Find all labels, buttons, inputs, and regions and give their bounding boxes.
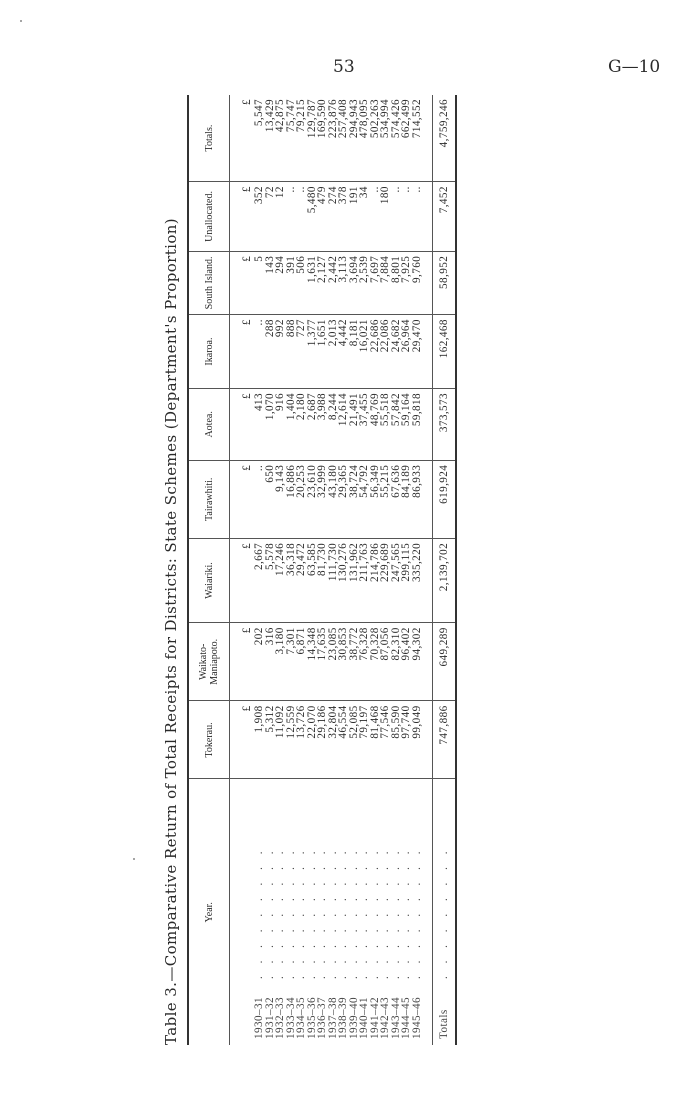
- value-cell: 5,312: [265, 701, 276, 779]
- value-cell: 81,730: [317, 538, 328, 622]
- value-cell: 2,127: [317, 251, 328, 314]
- value-cell: 506: [296, 251, 307, 314]
- table-row: [359, 95, 370, 1045]
- total-value-cell: 58,952: [433, 251, 457, 314]
- value-cell: 7,301: [286, 623, 297, 701]
- leader-dots: . . . . . . . . .: [326, 846, 339, 979]
- scan-speck: [20, 20, 22, 22]
- value-cell: 55,518: [380, 388, 391, 460]
- leader-dots: . . . . . . . . .: [263, 846, 276, 979]
- year-label: 1931–32: [263, 997, 276, 1039]
- value-cell: 36,318: [286, 538, 297, 622]
- column-header: Ikaroa.: [188, 315, 230, 389]
- value-cell: 650: [265, 460, 276, 538]
- totals-row: [433, 95, 457, 1045]
- value-cell: 294,943: [349, 95, 360, 182]
- scan-speck: [133, 858, 135, 860]
- year-label: 1938–39: [337, 997, 349, 1039]
- total-value-cell: 4,759,246: [433, 95, 457, 182]
- value-cell: 2,687: [307, 388, 318, 460]
- value-cell: 274: [328, 182, 339, 252]
- rotated-table: [155, 95, 457, 1045]
- value-cell: 316: [265, 623, 276, 701]
- value-cell: 214,786: [370, 538, 381, 622]
- column-header: Waikato-Maniapoto.: [188, 623, 230, 701]
- value-cell: ..: [286, 182, 297, 252]
- value-cell: 43,180: [328, 460, 339, 538]
- year-label: 1937–38: [326, 997, 339, 1039]
- value-cell: 16,886: [286, 460, 297, 538]
- currency-symbol: £: [230, 388, 255, 460]
- leader-dots: . . . . . . . . .: [358, 846, 370, 979]
- value-cell: 3,113: [338, 251, 349, 314]
- value-cell: 57,842: [391, 388, 402, 460]
- year-cell: [254, 779, 265, 1045]
- value-cell: 37,455: [359, 388, 370, 460]
- column-header: Totals.: [188, 95, 230, 182]
- year-label: 1943–44: [389, 997, 402, 1039]
- value-cell: 378: [338, 182, 349, 252]
- value-cell: 5,480: [307, 182, 318, 252]
- leader-dots: . . . . . . . . .: [253, 846, 265, 979]
- value-cell: 86,933: [412, 460, 423, 538]
- value-cell: 9,760: [412, 251, 423, 314]
- value-cell: 14,348: [307, 623, 318, 701]
- leader-dots: . . . . . . . . .: [295, 846, 307, 979]
- value-cell: 23,085: [328, 623, 339, 701]
- year-label: 1933–34: [284, 997, 297, 1039]
- value-cell: 94,302: [412, 623, 423, 701]
- currency-symbol: £: [230, 95, 255, 182]
- year-label: 1934–35: [295, 997, 307, 1039]
- value-cell: 714,552: [412, 95, 423, 182]
- currency-symbol: £: [230, 315, 255, 389]
- value-cell: 76,328: [359, 623, 370, 701]
- leader-dots: . . . . . . . . .: [379, 846, 391, 979]
- value-cell: 81,468: [370, 701, 381, 779]
- value-cell: 129,787: [307, 95, 318, 182]
- value-cell: 7,884: [380, 251, 391, 314]
- value-cell: 75,747: [286, 95, 297, 182]
- value-cell: 56,349: [370, 460, 381, 538]
- year-label: 1941–42: [368, 997, 381, 1039]
- value-cell: 38,724: [349, 460, 360, 538]
- total-value-cell: 162,468: [433, 315, 457, 389]
- value-cell: 24,682: [391, 315, 402, 389]
- value-cell: 5,578: [265, 538, 276, 622]
- value-cell: 574,426: [391, 95, 402, 182]
- value-cell: 84,189: [401, 460, 412, 538]
- year-label: 1935–36: [305, 997, 318, 1039]
- value-cell: 1,651: [317, 315, 328, 389]
- spacer-cell: [422, 623, 433, 701]
- value-cell: ..: [391, 182, 402, 252]
- column-header: Aotea.: [188, 388, 230, 460]
- table-row: [338, 95, 349, 1045]
- value-cell: 1,377: [307, 315, 318, 389]
- value-cell: ..: [296, 182, 307, 252]
- leader-dots: . . . . . . . . .: [284, 846, 297, 979]
- value-cell: 7,925: [401, 251, 412, 314]
- leader-dots: . . . . . . . . .: [305, 846, 318, 979]
- value-cell: 63,585: [307, 538, 318, 622]
- value-cell: 22,086: [380, 315, 391, 389]
- value-cell: 2,013: [328, 315, 339, 389]
- value-cell: 111,730: [328, 538, 339, 622]
- year-cell: [401, 779, 412, 1045]
- currency-symbol: £: [230, 251, 255, 314]
- year-cell: [317, 779, 328, 1045]
- value-cell: 3,180: [275, 623, 286, 701]
- table-body: [230, 95, 457, 1045]
- value-cell: 34: [359, 182, 370, 252]
- value-cell: 22,070: [307, 701, 318, 779]
- year-label: 1940–41: [358, 997, 370, 1039]
- total-value-cell: 649,289: [433, 623, 457, 701]
- table-row: [401, 95, 412, 1045]
- year-cell: [230, 779, 255, 1045]
- value-cell: 87,056: [380, 623, 391, 701]
- year-label: 1930–31: [253, 997, 265, 1039]
- spacer-row: [422, 95, 433, 1045]
- year-cell: [380, 779, 391, 1045]
- spacer-cell: [422, 315, 433, 389]
- currency-symbol: £: [230, 701, 255, 779]
- value-cell: 17,246: [275, 538, 286, 622]
- value-cell: 413: [254, 388, 265, 460]
- spacer-cell: [422, 460, 433, 538]
- value-cell: 9,143: [275, 460, 286, 538]
- value-cell: 143: [265, 251, 276, 314]
- value-cell: 30,853: [338, 623, 349, 701]
- value-cell: 38,772: [349, 623, 360, 701]
- value-cell: ..: [412, 182, 423, 252]
- value-cell: 534,994: [380, 95, 391, 182]
- value-cell: 335,220: [412, 538, 423, 622]
- leader-dots: . . . . . . . . .: [389, 846, 402, 979]
- value-cell: 478,095: [359, 95, 370, 182]
- value-cell: 2,442: [328, 251, 339, 314]
- value-cell: 12,614: [338, 388, 349, 460]
- value-cell: 20,253: [296, 460, 307, 538]
- value-cell: 288: [265, 315, 276, 389]
- value-cell: 202: [254, 623, 265, 701]
- currency-symbol: £: [230, 623, 255, 701]
- spacer-cell: [422, 182, 433, 252]
- leader-dots: . . . . . . . . .: [410, 846, 423, 979]
- value-cell: 5: [254, 251, 265, 314]
- value-cell: 22,686: [370, 315, 381, 389]
- value-cell: 2,180: [296, 388, 307, 460]
- column-header: Year.: [188, 779, 230, 1045]
- value-cell: 99,049: [412, 701, 423, 779]
- receipts-table: [187, 95, 457, 1045]
- value-cell: 48,769: [370, 388, 381, 460]
- value-cell: 77,546: [380, 701, 391, 779]
- value-cell: ..: [401, 182, 412, 252]
- year-cell: [412, 779, 423, 1045]
- value-cell: 888: [286, 315, 297, 389]
- value-cell: 79,197: [359, 701, 370, 779]
- value-cell: 727: [296, 315, 307, 389]
- value-cell: 8,244: [328, 388, 339, 460]
- total-value-cell: 2,139,702: [433, 538, 457, 622]
- value-cell: 59,164: [401, 388, 412, 460]
- year-label: 1939–40: [347, 997, 360, 1039]
- value-cell: 21,491: [349, 388, 360, 460]
- value-cell: 11,092: [275, 701, 286, 779]
- value-cell: 916: [275, 388, 286, 460]
- column-header: Waiariki.: [188, 538, 230, 622]
- spacer-cell: [422, 388, 433, 460]
- spacer-cell: [422, 251, 433, 314]
- value-cell: 23,610: [307, 460, 318, 538]
- value-cell: 294: [275, 251, 286, 314]
- spacer-cell: [422, 95, 433, 182]
- value-cell: 29,186: [317, 701, 328, 779]
- value-cell: 70,328: [370, 623, 381, 701]
- value-cell: 13,726: [296, 701, 307, 779]
- year-label: 1942–43: [379, 997, 391, 1039]
- year-label: 1945–46: [410, 997, 423, 1039]
- table-caption: Table 3.—Comparative Return of Total Receipts for Districts: State Schemes (Department's Proportion): [162, 217, 180, 1045]
- value-cell: 8,181: [349, 315, 360, 389]
- value-cell: 502,263: [370, 95, 381, 182]
- value-cell: 169,590: [317, 95, 328, 182]
- value-cell: 67,636: [391, 460, 402, 538]
- value-cell: 211,763: [359, 538, 370, 622]
- value-cell: ..: [370, 182, 381, 252]
- spacer-cell: [422, 701, 433, 779]
- leader-dots: . . . . . . . . .: [347, 846, 360, 979]
- total-value-cell: 7,452: [433, 182, 457, 252]
- value-cell: 352: [254, 182, 265, 252]
- page-number: 53: [333, 57, 355, 77]
- value-cell: ..: [254, 315, 265, 389]
- total-value-cell: 373,573: [433, 388, 457, 460]
- value-cell: 180: [380, 182, 391, 252]
- value-cell: 29,365: [338, 460, 349, 538]
- value-cell: 59,818: [412, 388, 423, 460]
- value-cell: 191: [349, 182, 360, 252]
- value-cell: 85,590: [391, 701, 402, 779]
- value-cell: 223,876: [328, 95, 339, 182]
- value-cell: 97,740: [401, 701, 412, 779]
- value-cell: 7,697: [370, 251, 381, 314]
- table-row: [254, 95, 265, 1045]
- table-row: [380, 95, 391, 1045]
- currency-unit-row: [230, 95, 255, 1045]
- value-cell: 6,871: [296, 623, 307, 701]
- column-header: Tairawhiti.: [188, 460, 230, 538]
- year-cell: [359, 779, 370, 1045]
- leader-dots: . . . . . . . . .: [400, 846, 412, 979]
- total-value-cell: 619,924: [433, 460, 457, 538]
- value-cell: 29,470: [412, 315, 423, 389]
- value-cell: 54,792: [359, 460, 370, 538]
- value-cell: 229,689: [380, 538, 391, 622]
- value-cell: 55,215: [380, 460, 391, 538]
- value-cell: 391: [286, 251, 297, 314]
- year-label: 1932–33: [274, 997, 286, 1039]
- table-header-row: [188, 95, 230, 1045]
- table-row: [296, 95, 307, 1045]
- value-cell: 17,635: [317, 623, 328, 701]
- currency-symbol: £: [230, 538, 255, 622]
- year-label: 1936–37: [316, 997, 328, 1039]
- value-cell: 1,631: [307, 251, 318, 314]
- value-cell: 4,442: [338, 315, 349, 389]
- table-row: [317, 95, 328, 1045]
- value-cell: 32,804: [328, 701, 339, 779]
- value-cell: 82,310: [391, 623, 402, 701]
- value-cell: 130,276: [338, 538, 349, 622]
- table-row: [275, 95, 286, 1045]
- value-cell: 1,908: [254, 701, 265, 779]
- value-cell: 257,408: [338, 95, 349, 182]
- value-cell: 13,429: [265, 95, 276, 182]
- value-cell: 29,472: [296, 538, 307, 622]
- year-cell: [275, 779, 286, 1045]
- value-cell: 46,554: [338, 701, 349, 779]
- value-cell: ..: [254, 460, 265, 538]
- column-header: Unallocated.: [188, 182, 230, 252]
- totals-label-cell: [433, 779, 457, 1045]
- value-cell: 479: [317, 182, 328, 252]
- value-cell: 247,565: [391, 538, 402, 622]
- value-cell: 299,115: [401, 538, 412, 622]
- leader-dots: . . . . . . . . .: [337, 846, 349, 979]
- spacer-cell: [422, 538, 433, 622]
- value-cell: 96,402: [401, 623, 412, 701]
- column-header: South Island.: [188, 251, 230, 314]
- value-cell: 72: [265, 182, 276, 252]
- value-cell: 1,404: [286, 388, 297, 460]
- currency-symbol: £: [230, 460, 255, 538]
- value-cell: 16,021: [359, 315, 370, 389]
- spacer-cell: [422, 779, 433, 1045]
- value-cell: 12: [275, 182, 286, 252]
- leader-dots: . . . . . . . . .: [368, 846, 381, 979]
- value-cell: 5,547: [254, 95, 265, 182]
- year-cell: [338, 779, 349, 1045]
- totals-label: Totals: [437, 1009, 450, 1039]
- value-cell: 3,988: [317, 388, 328, 460]
- table-row: [412, 95, 423, 1045]
- value-cell: 12,559: [286, 701, 297, 779]
- document-reference: G—10: [608, 57, 661, 77]
- value-cell: 992: [275, 315, 286, 389]
- value-cell: 42,875: [275, 95, 286, 182]
- value-cell: 79,215: [296, 95, 307, 182]
- value-cell: 32,999: [317, 460, 328, 538]
- value-cell: 662,499: [401, 95, 412, 182]
- total-value-cell: 747,886: [433, 701, 457, 779]
- leader-dots: . . . . . . . . .: [274, 846, 286, 979]
- value-cell: 2,667: [254, 538, 265, 622]
- value-cell: 1,070: [265, 388, 276, 460]
- currency-symbol: £: [230, 182, 255, 252]
- year-label: 1944–45: [400, 997, 412, 1039]
- value-cell: 3,694: [349, 251, 360, 314]
- value-cell: 52,085: [349, 701, 360, 779]
- column-header: Tokerau.: [188, 701, 230, 779]
- leader-dots: . . . . . . . . .: [316, 846, 328, 979]
- leader-dots: . . . . . . . . .: [437, 846, 450, 979]
- value-cell: 26,964: [401, 315, 412, 389]
- year-cell: [296, 779, 307, 1045]
- value-cell: 131,962: [349, 538, 360, 622]
- value-cell: 2,539: [359, 251, 370, 314]
- value-cell: 8,801: [391, 251, 402, 314]
